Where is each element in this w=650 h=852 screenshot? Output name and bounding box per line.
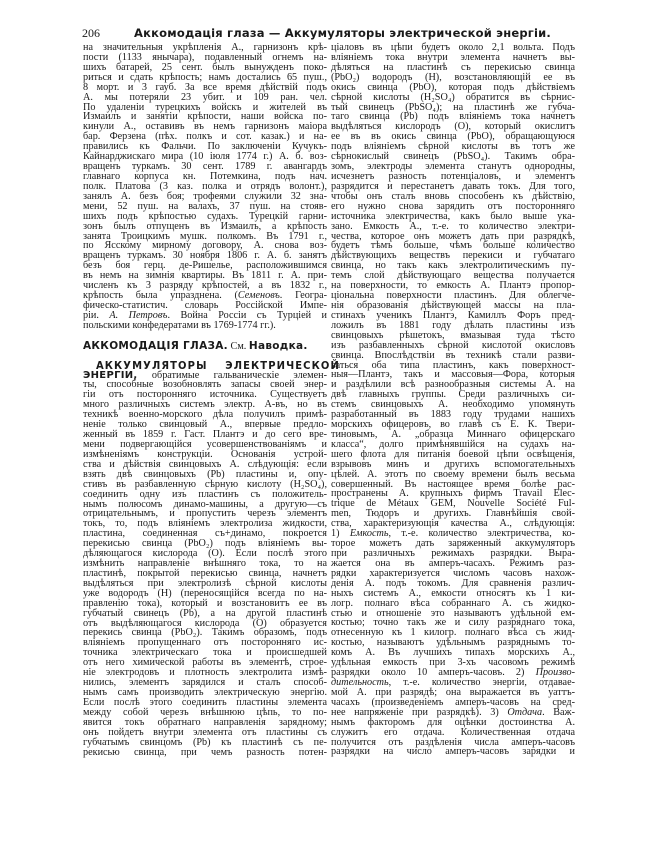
text-run: пости (1133 янычара), подавленный огнемъ на- [83,51,327,63]
text-run: отнесенную къ 1 килогр. полнаго вѣса съ жид- [331,627,575,639]
text-run: комъ А. Въ лучшихъ типахъ морскихъ А., [331,647,575,659]
text-run: изъ разбавленныхъ сѣрной кислотой окисловъ [331,339,575,351]
text-run: по Ясскому мирному договору, А. снова воз- [83,240,327,252]
text-run: главнаго корпуса кн. Потемкина, подъ нач. [83,170,327,182]
text-run: его нужно снова зарядить отъ посторонняго [331,200,575,212]
bold-heading-text: ЭНЕРГІИ, [83,369,138,381]
text-run: токъ, то, подъ вліяніемъ электролиза жидкости, [83,518,327,530]
text-run: ее въ въ окись свинца (PbO), обращающуюся [331,131,575,143]
text-run: мой А. при разрядѣ; она выражается въ уаттъ- [331,686,575,698]
text-run: разработанный въ 1883 году трудами нашихъ [331,409,575,421]
italic-text: Емкость [349,528,389,540]
right-column [331,43,575,757]
text-run: между собой черезъ внѣшнюю цѣпь, то по- [83,706,327,718]
text-run: мени подвергающійся усовершенствованіямъ и [83,438,327,450]
left-column [83,42,340,758]
text-run: ціаловъ въ цѣпи будетъ около 2,1 вольта. Подъ [331,42,575,53]
text-run: дѣйствующихъ веществъ перекиси и губчатаго [331,250,575,262]
text-run: удѣльная емкость при 3-хъ часовомъ режимѣ [331,657,575,669]
text-run: свинца. Впослѣдствіи въ техникѣ стали разви- [331,349,575,361]
text-run: ныя—Плантэ, такъ и массовыя—Фора, которыя [331,369,575,381]
text-run: тиновымъ, А. „образца Миннаго офицерскаго [331,428,575,440]
text-run: разрядки около 10 амперъ-часовъ. 2) [331,667,536,679]
text-run: пространены А. крупныхъ фирмъ Travail Elec- [331,488,575,500]
text-run: точника электрическаго тока и происшедшей [83,647,327,659]
text-run: , т.-е. количество энергіи, отдавае- [388,677,575,688]
text-run: нія образованія дѣйствующей массы на пла- [331,299,575,311]
article-paragraph [83,43,327,331]
text-run: двѣ главныхъ группы. Среди различныхъ си- [331,389,575,401]
text-run: на значительныя укрѣпленія А., гарнизонъ крѣ- [83,42,327,53]
text-run: безъ боя герц. де-Ришелье, расположившимся [83,260,327,272]
text-run: гіи отъ посторонняго источника. Существуетъ [83,389,327,401]
italic-text: Произво- [535,667,575,679]
text-run: свинцовыхъ рѣшетокъ, вмазывая туда тѣсто [331,329,575,341]
text-run: ріи. [83,309,110,321]
text-run: шихъ подъ крѣпостью судахъ. Турецкій гарни- [83,210,327,222]
text-run: Измаилъ и занятіи крѣпости, наши войска по- [83,111,327,123]
text-run: дѣляющагося кислорода (O). Если послѣ этого [83,548,327,560]
text-run: сѣрнокислый свинецъ (PbSO₄). Такимъ обра- [331,151,575,163]
text-run: получится отъ раздѣленія числа амперъ-часовъ [331,736,575,748]
text-run: ложилъ въ 1881 году дѣлать пластины изъ [331,319,575,331]
text-run: зонъ былъ отпущенъ въ Измаилъ, а крѣпость [83,220,327,232]
bold-heading-text: Наводка. [248,339,308,352]
text-run: занята Троицкимъ мушк. полкомъ. Въ 1791 г., [83,230,327,242]
text-run: въ немъ на зимнія квартиры. Въ 1811 г. А. при- [83,270,327,282]
text-run: (PbO₂) водородъ (H), возстановляющій ее въ [331,71,575,83]
text-run: стью и отношеніе это называютъ удѣльной ем- [331,607,575,619]
text-run: отъ выдѣляющагося кислорода (O) образуется [83,617,327,629]
text-run: на поверхности, то емкость А. Плантэ пропор- [331,280,575,292]
text-line [331,747,575,757]
text-run: соединить одну изъ пластинъ съ положитель- [83,488,327,500]
text-run: бар. Ферзена (пѣх. полкъ и сот. казак.) и на- [83,131,327,143]
text-run: окись свинца (PbO), которая подъ дѣйствіемъ [331,81,575,93]
text-run: См. [227,340,249,352]
text-run: нымъ полюсомъ динамо-машины, а другую—съ [83,498,327,510]
text-run: 8 морт. и 3 гауб. За все время дѣйствій подъ [83,81,327,93]
text-run: ства, характеризующія качества А., слѣдующія: [331,518,575,530]
text-run: стивъ въ разбавленную сѣрную кислоту (H₂SO₄), [83,478,327,490]
text-run: явится токъ обратнаго направленія зарядному; [83,716,327,728]
text-run: источника электричества, какъ было выше ука- [331,210,575,222]
running-title: Аккомодація глаза — Аккумуляторы электрической энергіи. [134,26,551,40]
text-run: А. мы потеряли 23 убит. и 109 ран. чел. [83,91,327,103]
text-run: риться и сдать крѣпость; намъ достались 65 пуш., [83,71,327,83]
text-run: Если послѣ этого соединить пластины элемента [83,696,327,708]
article-paragraph [331,43,575,757]
text-run: шихъ батарей, 25 сент. былъ вынужденъ поко- [83,61,327,73]
text-run: нымъ самъ производить электрическую энергію. [83,687,327,699]
text-run: численъ къ 3 разряду крѣпостей, а въ 1832 г., [83,280,327,292]
text-run: ціональна поверхности пластинъ. Для облегче- [331,290,575,302]
text-run: взрывовъ минъ и другихъ вспомогательныхъ [331,458,575,470]
text-run: морскихъ офицеровъ, во главѣ съ Е. К. Твери- [331,419,575,431]
text-line [83,321,327,331]
text-run: цѣлей. А. этотъ по своему времени былъ весьма [331,468,575,480]
text-run: дѣляться на пластинѣ съ перекисью свинца [331,61,575,73]
text-run: польскими конфедератами въ 1769-1774 гг.). [83,319,276,331]
text-run: костью; точно такъ же и силу разряднаго тока, [331,617,575,629]
text-run: взять двѣ свинцовыхъ (Pb) пластины и, опу- [83,468,327,480]
text-run: сѣрной кислоты (H₂SO₄) обратится въ сѣрнис- [331,91,575,103]
text-run: неніе только свинцовый А., впервые предло- [83,419,327,431]
text-run: служитъ его отдача. Количественная отдача [331,726,575,738]
entry-heading-accommodation [83,337,327,357]
text-run: логр. полнаго вѣса собраннаго А. съ жидко- [331,597,575,609]
text-run: чества, которое онъ можетъ дать при разрядкѣ, [331,230,575,242]
text-run: ніе электродовъ и плотность электролита измѣ- [83,667,327,679]
text-run: перекись свинца (PbO₂). Такимъ образомъ, подъ [83,627,327,639]
text-run: техникѣ военно-морского дѣла получилъ примѣ- [83,409,327,421]
text-run: men, Тюдоръ и другихъ. Главнѣйшія свой- [331,508,575,520]
text-run: много различныхъ системъ электр. А-въ, но въ [83,399,327,411]
text-run: исчезнетъ разность потенціаловъ, и элементъ [331,170,575,182]
text-run: перекисью свинца (PbO₂) подъ вліяніемъ вы- [83,538,327,550]
text-run: вліяніемъ тока внутри элемента начнетъ вы- [331,51,575,63]
text-run: . Важ- [542,706,575,718]
text-run: крѣпость была упразднена. ( [83,290,238,302]
text-run: разрядки на число амперъ-часовъ зарядки и [331,746,575,758]
text-run: класса“, долго примѣнявшійся на судахъ на- [331,438,575,450]
text-run: свинца, но такъ какъ электролитическимъ пу- [331,260,575,272]
text-run: костью, называютъ удѣльнымъ разряднымъ то- [331,637,575,649]
text-run: стемъ свинцовыхъ А. необходимо упомянуть [331,399,575,411]
text-run: . Война Россіи съ Турціей и [167,309,327,321]
text-run: измѣнить направленіе внѣшняго тока, то на [83,558,327,570]
article-paragraph [83,371,327,758]
text-run: таго свинца (Pb) подъ вліяніемъ тока начнетъ [331,111,575,123]
text-run: ваться оба типа пластинъ, какъ поверхност- [331,359,575,371]
text-run: стинахъ ученикъ Плантэ, Камиллъ Форъ пред- [331,309,575,321]
text-run: выдѣляться кислородъ (O), который окислитъ [331,121,575,133]
text-run: . Геогра- [279,290,327,302]
text-run: губчатымъ свинцомъ (Pb) къ пластинѣ съ пе- [83,736,327,748]
text-run: торое можетъ дать заряженный аккумуляторъ [331,538,575,550]
text-run: нились, элементъ зарядился и сталъ способ- [83,677,327,689]
text-run: жается она въ амперъ-часахъ. Режимъ раз- [331,557,575,569]
text-run: при различныхъ режимахъ разрядки. Выра- [331,548,575,560]
text-run: обратимые гальваническіе элемен- [137,369,327,381]
text-run: женный въ 1859 г. Гаст. Плантэ и до сего вре- [83,429,327,441]
italic-text: дительность [331,677,389,688]
page-header [82,26,573,40]
text-run: нее напряженіе при разрядкѣ). 3) [331,706,508,718]
text-run: шего флота для питанія боевой цѣпи освѣщенія, [331,448,575,460]
page-number: 206 [82,26,100,40]
entry-heading-accumulators [83,358,340,372]
text-run: пластинѣ, покрытой перекисью свинца, начнетъ [83,567,327,579]
text-run: мени, 52 пуш. на валахъ, 37 пуш. на стояв- [83,200,327,212]
text-run: trique de Métaux GEM, Nouvelle Société Ful- [331,498,575,510]
text-run: совершенный. Въ настоящее время болѣе рас- [331,478,575,490]
text-run: денія А. подъ токомъ. Для сравненія различ- [331,577,575,589]
text-run: По удаленіи турецкихъ войскъ и жителей въ [83,101,327,113]
text-run: часахъ (произведеніемъ амперъ-часовъ на сред- [331,696,575,708]
text-run: отрицательнымъ, и пропустить черезъ элементъ [83,508,327,520]
text-run: ты, способные возобновлять запасы своей энер- [83,379,327,391]
text-run: разрядится и перестанетъ давать токъ. Для того, [331,180,575,192]
text-run: зомъ, электроды элемента станутъ однородны, [331,161,575,173]
italic-text: Семеновъ [237,290,280,302]
text-run: чтобы онъ сталъ вновь способенъ къ дѣйствію, [331,190,575,202]
text-run: тый свинецъ (PbSO₄); на пластинѣ же губча- [331,101,575,113]
text-run: нымъ факторомъ для оцѣнки достоинства А. [331,716,575,728]
text-run: зано. Емкость А., т.-е. то количество электри- [331,220,575,232]
text-run: правленію тока), который и возстановитъ ее въ [83,597,327,609]
text-run: вращенъ туркамъ. 30 ноября 1806 г. А. б. занятъ [83,250,327,262]
text-run: Кайнарджискаго мира (10 іюля 1774 г.) А. б. воз- [83,151,327,163]
text-run: выдѣляться при электролизѣ сѣрной кислоты [83,577,327,589]
text-run: уже водородъ (H) (переносящійся всегда по на- [83,587,327,599]
bold-heading-text: АККУМУЛЯТОРЫ ЭЛЕКТРИЧЕСКОЙ [95,358,340,372]
text-run: ства и дѣйствія свинцовыхъ А. слѣдующія: если [83,458,327,470]
text-run: вліяніемъ пропущеннаго отъ посторонняго ис- [83,637,327,649]
italic-text: А. Петровъ [109,309,168,321]
text-run: фическо-статистич. словарь Россійской Импе- [83,299,327,311]
text-run: подъ вліяніемъ сѣрной кислоты въ тотъ же [331,141,575,153]
text-run: губчатый свинецъ (Pb), а на другой пластинѣ [83,607,327,619]
text-run: и раздѣлили всѣ разнообразныя системы А. на [331,379,575,391]
text-run: , т.-е. количество электричества, ко- [388,528,575,540]
text-run: 1) [331,528,350,540]
text-run: полк. Платова (3 каз. полка и отрядъ волонт.), [83,180,327,192]
text-run: рядки характеризуется числомъ часовъ нахож- [331,567,575,579]
text-run: будетъ тѣмъ больше, чѣмъ больше количество [331,240,575,252]
text-run: ныхъ системъ А., емкости относятъ къ 1 ки- [331,587,575,599]
text-run: темъ слой дѣйствующаго вещества получается [331,270,575,282]
bold-heading-text: АККОМОДАЦІЯ ГЛАЗА. [83,339,228,352]
italic-text: Отдача [507,706,543,718]
text-run: онъ пойдетъ внутри элемента отъ пластины съ [83,726,327,738]
text-run: рекисью свинца, при чемъ разность потен- [83,746,327,758]
text-run: правились къ Фальчи. По заключеніи Кучукъ- [83,141,327,153]
text-run: измѣненіямъ конструкціи. Основанія устрой- [83,448,327,460]
text-run: отъ него химической работы въ элементѣ, строе- [83,657,327,669]
text-run: вращенъ туркамъ. 30 сент. 1789 г. авангардъ [83,161,327,173]
text-run: пластина, соединенная съ+динамо, покроется [83,528,327,540]
text-line [83,748,327,758]
text-run: занялъ А. безъ боя; трофеями служили 32 зна- [83,190,327,202]
text-run: кинули А., оставивъ въ немъ гарнизонъ маіора [83,121,327,133]
